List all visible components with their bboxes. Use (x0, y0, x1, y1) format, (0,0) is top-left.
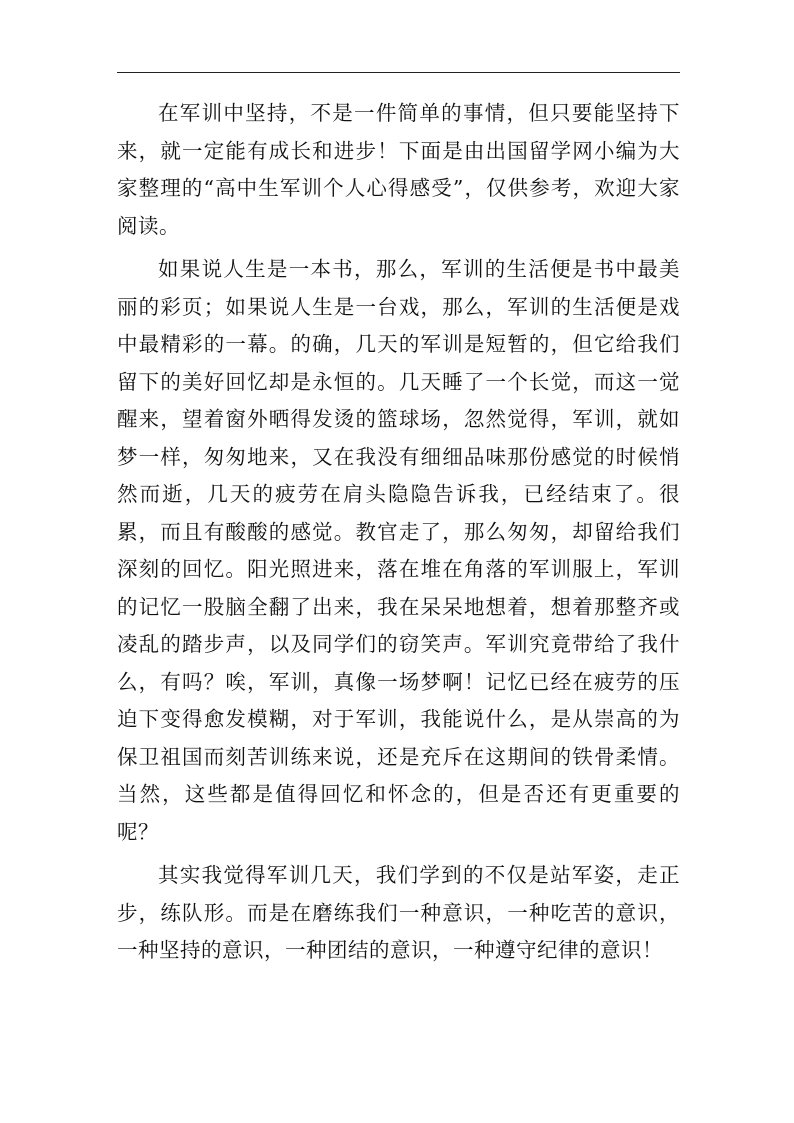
paragraph-intro: 在军训中坚持，不是一件简单的事情，但只要能坚持下来，就一定能有成长和进步！下面是由出国留学网小编为大家整理的“高中生军训个人心得感受”，仅供参考，欢迎大家阅读。 (117, 101, 680, 238)
document-body (117, 95, 680, 976)
paragraph-conclusion: 其实我觉得军训几天，我们学到的不仅是站军姿，走正步，练队形。而是在磨练我们一种意识，一种吃苦的意识，一种坚持的意识，一种团结的意识，一种遵守纪律的意识！ (117, 863, 680, 962)
header-rule (117, 72, 680, 73)
paragraph-reflection: 如果说人生是一本书，那么，军训的生活便是书中最美丽的彩页；如果说人生是一台戏，那么，军训的生活便是戏中最精彩的一幕。的确，几天的军训是短暂的，但它给我们留下的美好回忆却是永恒的。几天睡了一个长觉，而这一觉醒来，望着窗外晒得发烫的篮球场，忽然觉得，军训，就如梦一样，匆匆地来，又在我没有细细品味那份感觉的时候悄然而逝，几天的疲劳在肩头隐隐告诉我，已经结束了。很累，而且有酸酸的感觉。教官走了，那么匆匆，却留给我们深刻的回忆。阳光照进来，落在堆在角落的军训服上，军训的记忆一股脑全翻了出来，我在呆呆地想着，想着那整齐或凌乱的踏步声，以及同学们的窃笑声。军训究竟带给了我什么，有吗？唉，军训，真像一场梦啊！记忆已经在疲劳的压迫下变得愈发模糊，对于军训，我能说什么，是从崇高的为保卫祖国而刻苦训练来说，还是充斥在这期间的铁骨柔情。当然，这些都是值得回忆和怀念的，但是否还有更重要的呢？ (117, 257, 680, 844)
